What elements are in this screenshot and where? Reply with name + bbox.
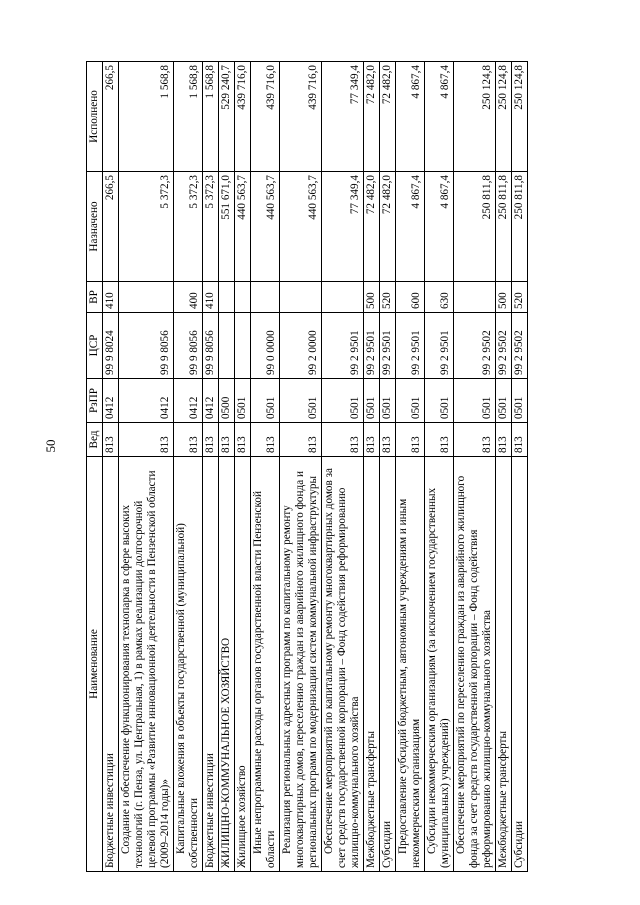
cell-executed: 72 482,0: [364, 62, 380, 172]
cell-vr: 520: [512, 282, 528, 313]
cell-ved: 813: [174, 423, 203, 457]
cell-executed: 439 716,0: [251, 62, 280, 172]
cell-assigned: 250 811,8: [454, 172, 496, 282]
cell-vr: [322, 282, 364, 313]
cell-executed: 439 716,0: [280, 62, 322, 172]
header-assigned: Назначено: [87, 172, 103, 282]
cell-ved: 813: [251, 423, 280, 457]
cell-executed: 4 867,4: [396, 62, 425, 172]
cell-rzpr: 0501: [322, 379, 364, 423]
cell-ved: 813: [119, 423, 174, 457]
cell-name: Жилищное хозяйство: [235, 457, 251, 872]
cell-executed: 4 867,4: [425, 62, 454, 172]
cell-name: Иные непрограммные расходы органов государственной власти Пензенской области: [251, 457, 280, 872]
cell-vr: 520: [380, 282, 396, 313]
cell-ved: 813: [219, 423, 235, 457]
header-csr: ЦСР: [87, 313, 103, 379]
table-row: [251, 62, 280, 872]
cell-name: Бюджетные инвестиции: [103, 457, 119, 872]
cell-vr: 410: [203, 282, 219, 313]
cell-rzpr: 0412: [119, 379, 174, 423]
budget-table: [86, 61, 528, 872]
cell-csr: 99 2 9502: [512, 313, 528, 379]
table-row: [119, 62, 174, 872]
cell-csr: 99 2 9501: [396, 313, 425, 379]
cell-ved: 813: [396, 423, 425, 457]
cell-vr: [280, 282, 322, 313]
cell-name: Межбюджетные трансферты: [364, 457, 380, 872]
cell-vr: 630: [425, 282, 454, 313]
cell-csr: 99 2 9501: [364, 313, 380, 379]
cell-ved: 813: [425, 423, 454, 457]
table-body: [103, 62, 528, 872]
cell-name: Предоставление субсидий бюджетным, автономным учреждениям и иным некоммерческим организациям: [396, 457, 425, 872]
cell-name: Обеспечение мероприятий по переселению граждан из аварийного жилищного фонда за счет средств государственной корпорации – Фонд содействия реформированию жилищно-коммунального хозяйства: [454, 457, 496, 872]
cell-assigned: 4 867,4: [396, 172, 425, 282]
cell-rzpr: 0501: [251, 379, 280, 423]
cell-rzpr: 0412: [174, 379, 203, 423]
cell-rzpr: 0412: [203, 379, 219, 423]
cell-name: Субсидии: [512, 457, 528, 872]
table-row: [103, 62, 119, 872]
cell-csr: 99 0 0000: [251, 313, 280, 379]
cell-csr: 99 2 9502: [454, 313, 496, 379]
cell-assigned: 5 372,3: [174, 172, 203, 282]
cell-ved: 813: [235, 423, 251, 457]
cell-rzpr: 0501: [425, 379, 454, 423]
cell-executed: 529 240,7: [219, 62, 235, 172]
cell-vr: 400: [174, 282, 203, 313]
cell-csr: 99 2 0000: [280, 313, 322, 379]
cell-assigned: 72 482,0: [364, 172, 380, 282]
table-row: [380, 62, 396, 872]
cell-vr: 600: [396, 282, 425, 313]
cell-assigned: 77 349,4: [322, 172, 364, 282]
cell-executed: 1 568,8: [119, 62, 174, 172]
cell-ved: 813: [203, 423, 219, 457]
cell-csr: 99 2 9502: [496, 313, 512, 379]
cell-ved: 813: [496, 423, 512, 457]
cell-name: Межбюджетные трансферты: [496, 457, 512, 872]
cell-rzpr: 0501: [235, 379, 251, 423]
cell-rzpr: 0501: [496, 379, 512, 423]
cell-executed: 77 349,4: [322, 62, 364, 172]
table-row: [219, 62, 235, 872]
table-row: [454, 62, 496, 872]
cell-csr: 99 9 8056: [203, 313, 219, 379]
cell-rzpr: 0501: [364, 379, 380, 423]
cell-name: Обеспечение мероприятий по капитальному ремонту многоквартирных домов за счет средств государственной корпорации – Фонд содействия реформированию жилищно-коммунального хозяйства: [322, 457, 364, 872]
cell-assigned: 440 563,7: [280, 172, 322, 282]
cell-name: Капитальные вложения в объекты государственной (муниципальной) собственности: [174, 457, 203, 872]
cell-rzpr: 0501: [380, 379, 396, 423]
cell-assigned: 551 671,0: [219, 172, 235, 282]
header-vr: ВР: [87, 282, 103, 313]
table-row: [496, 62, 512, 872]
cell-executed: 1 568,8: [174, 62, 203, 172]
table-row: [280, 62, 322, 872]
cell-ved: 813: [380, 423, 396, 457]
cell-csr: 99 9 8024: [103, 313, 119, 379]
cell-csr: [219, 313, 235, 379]
cell-csr: 99 9 8056: [174, 313, 203, 379]
cell-assigned: 5 372,3: [119, 172, 174, 282]
header-executed: Исполнено: [87, 62, 103, 172]
table-row: [364, 62, 380, 872]
page-number: 50: [43, 439, 58, 453]
cell-executed: 250 124,8: [496, 62, 512, 172]
cell-assigned: 250 811,8: [512, 172, 528, 282]
cell-executed: 72 482,0: [380, 62, 396, 172]
cell-csr: [235, 313, 251, 379]
table-row: [425, 62, 454, 872]
cell-assigned: 5 372,3: [203, 172, 219, 282]
cell-assigned: 4 867,4: [425, 172, 454, 282]
cell-name: Создание и обеспечение функционирования технопарка в сфере высоких технологий (г. Пенза, ул. Центральная, 1) в рамках реализации долгосрочной целевой программы «Развитие инновационной деятельности в Пензенской области (2009–2014 годы)»: [119, 457, 174, 872]
cell-executed: 1 568,8: [203, 62, 219, 172]
cell-executed: 439 716,0: [235, 62, 251, 172]
table-row: [396, 62, 425, 872]
cell-executed: 266,5: [103, 62, 119, 172]
cell-ved: 813: [364, 423, 380, 457]
cell-assigned: 440 563,7: [251, 172, 280, 282]
cell-executed: 250 124,8: [454, 62, 496, 172]
cell-ved: 813: [454, 423, 496, 457]
cell-rzpr: 0412: [103, 379, 119, 423]
cell-ved: 813: [512, 423, 528, 457]
cell-rzpr: 0501: [280, 379, 322, 423]
table-row: [322, 62, 364, 872]
cell-rzpr: 0501: [396, 379, 425, 423]
cell-assigned: 266,5: [103, 172, 119, 282]
cell-vr: [454, 282, 496, 313]
cell-assigned: 440 563,7: [235, 172, 251, 282]
cell-rzpr: 0501: [454, 379, 496, 423]
cell-assigned: 72 482,0: [380, 172, 396, 282]
table-row: [203, 62, 219, 872]
cell-vr: 500: [364, 282, 380, 313]
cell-name: Субсидии некоммерческим организациям (за исключением государственных (муниципальных) учреждений): [425, 457, 454, 872]
cell-rzpr: 0500: [219, 379, 235, 423]
cell-name: Бюджетные инвестиции: [203, 457, 219, 872]
cell-csr: 99 2 9501: [425, 313, 454, 379]
table-row: [512, 62, 528, 872]
cell-name: ЖИЛИЩНО-КОММУНАЛЬНОЕ ХОЗЯЙСТВО: [219, 457, 235, 872]
header-rzpr: РзПР: [87, 379, 103, 423]
cell-vr: 410: [103, 282, 119, 313]
cell-name: Реализация региональных адресных программ по капитальному ремонту многоквартирных домов, переселению граждан из аварийного жилищного фонда и региональных программ по модернизации систем коммунальной инфраструктуры: [280, 457, 322, 872]
cell-rzpr: 0501: [512, 379, 528, 423]
cell-vr: [251, 282, 280, 313]
table-row: [174, 62, 203, 872]
cell-ved: 813: [322, 423, 364, 457]
table-row: [235, 62, 251, 872]
cell-executed: 250 124,8: [512, 62, 528, 172]
cell-vr: [235, 282, 251, 313]
cell-vr: 500: [496, 282, 512, 313]
cell-csr: 99 2 9501: [380, 313, 396, 379]
header-name: Наименование: [87, 457, 103, 872]
cell-name: Субсидии: [380, 457, 396, 872]
cell-csr: 99 9 8056: [119, 313, 174, 379]
cell-ved: 813: [280, 423, 322, 457]
cell-vr: [119, 282, 174, 313]
rotated-table-container: [86, 62, 528, 872]
cell-csr: 99 2 9501: [322, 313, 364, 379]
cell-assigned: 250 811,8: [496, 172, 512, 282]
header-ved: Вед: [87, 423, 103, 457]
cell-ved: 813: [103, 423, 119, 457]
table-header-row: [87, 62, 103, 872]
cell-vr: [219, 282, 235, 313]
